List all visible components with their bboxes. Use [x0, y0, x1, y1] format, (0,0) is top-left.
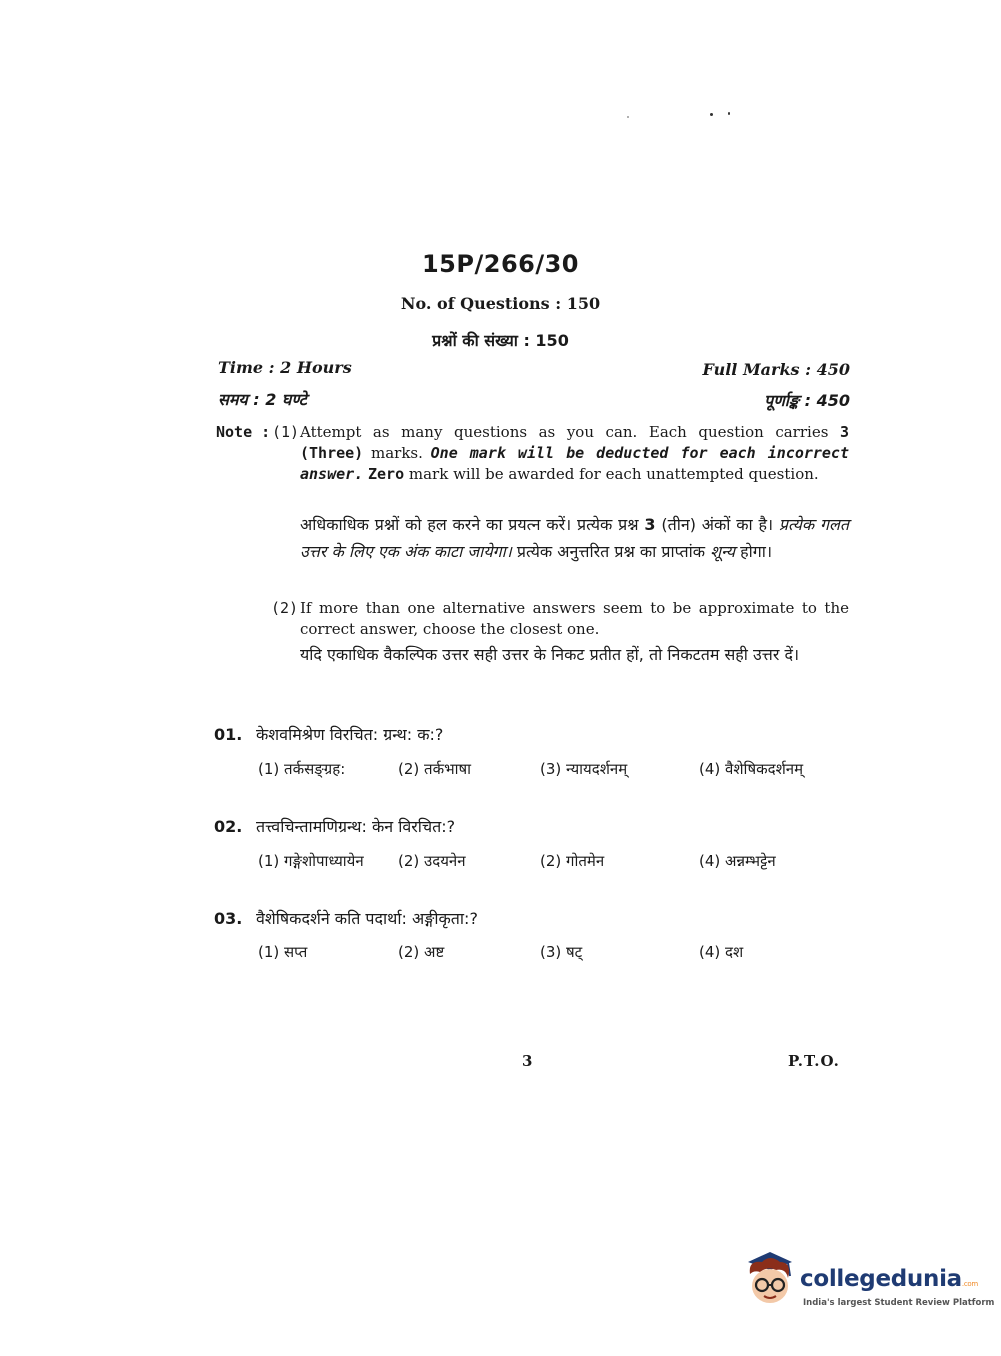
question-3-option-1: (1) सप्त — [258, 943, 308, 961]
paper-code: 15P/266/30 — [421, 250, 579, 278]
brand-name: collegedunia.com — [800, 1266, 978, 1292]
question-2-option-4: (4) अन्नम्भट्टेन — [699, 852, 776, 870]
question-1-option-2: (2) तर्कभाषा — [398, 760, 472, 778]
question-2-option-2: (2) उदयनेन — [398, 852, 466, 870]
scan-speck — [710, 113, 713, 116]
note-item-2-number: (2) — [271, 599, 299, 617]
question-2-text: तत्त्वचिन्तामणिग्रन्थ: केन विरचित:? — [256, 817, 456, 836]
question-1-number: 01. — [214, 725, 243, 744]
question-1-option-3: (3) न्यायदर्शनम् — [540, 760, 628, 778]
question-3-option-2: (2) अष्ट — [398, 943, 445, 961]
page-number: 3 — [522, 1052, 533, 1070]
note-label: Note : — [216, 423, 271, 441]
note-item-2-hi: यदि एकाधिक वैकल्पिक उत्तर सही उत्तर के निकट प्रतीत हों, तो निकटतम सही उत्तर दें। — [300, 645, 800, 664]
no-of-questions-hi: प्रश्नों की संख्या : 150 — [432, 331, 569, 350]
full-marks-hi: पूर्णाङ्क : 450 — [764, 391, 850, 410]
scan-speck — [627, 116, 629, 118]
no-of-questions-en: No. of Questions : 150 — [400, 294, 601, 313]
mascot-logo-icon — [740, 1248, 800, 1310]
scan-speck — [728, 112, 730, 115]
question-1-text: केशवमिश्रेण विरचित: ग्रन्थ: क:? — [256, 725, 444, 744]
note-item-1-number: (1) — [272, 423, 300, 441]
question-3-text: वैशेषिकदर्शने कति पदार्था: अङ्गीकृता:? — [256, 909, 478, 928]
time-hi: समय : 2 घण्टे — [218, 390, 307, 409]
question-1-option-4: (4) वैशेषिकदर्शनम् — [699, 760, 804, 778]
question-2-number: 02. — [214, 817, 243, 836]
note-item-1-hi: अधिकाधिक प्रश्नों को हल करने का प्रयत्न करें। प्रत्येक प्रश्न 3 (तीन) अंकों का है। प्रत्येक गलत उत्तर के लिए एक अंक काटा जायेगा। प्रत्येक अनुत्तरित प्रश्न का प्राप्तांक शून्य होगा। — [300, 515, 849, 561]
question-3-option-3: (3) षट् — [540, 943, 583, 961]
time-en: Time : 2 Hours — [218, 358, 352, 377]
question-1-option-1: (1) तर्कसङ्ग्रह: — [258, 760, 346, 778]
brand-tagline: India's largest Student Review Platform — [803, 1298, 995, 1308]
question-2-option-3: (2) गोतमेन — [540, 852, 605, 870]
note-item-1-en: Attempt as many questions as you can. Each question carries 3 (Three) marks. One mark will be deducted for each incorrect answer. Zero mark will be awarded for each unattempted question. — [300, 423, 849, 483]
question-3-option-4: (4) दश — [699, 943, 744, 961]
question-3-number: 03. — [214, 909, 243, 928]
pto-label: P.T.O. — [788, 1052, 840, 1070]
note-item-2-en: If more than one alternative answers seem to be approximate to the correct answer, choose the closest one. — [300, 599, 849, 638]
full-marks-en: Full Marks : 450 — [702, 360, 850, 379]
question-2-option-1: (1) गङ्गेशोपाध्यायेन — [258, 852, 364, 870]
